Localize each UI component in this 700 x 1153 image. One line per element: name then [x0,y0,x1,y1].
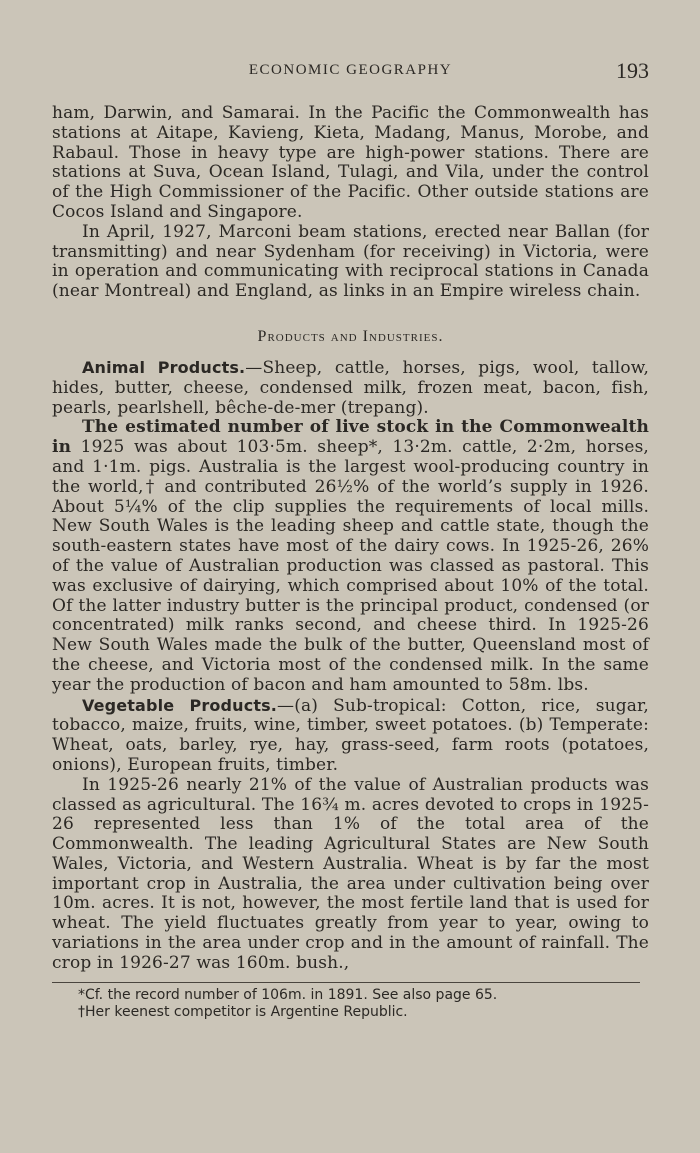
paragraph-agriculture: In 1925-26 nearly 21% of the value of Australian products was classed as agricultural. The 16¾ m. acres devoted to crops in 1925-26 represented less than 1% of the total area of the Commonwealth. The leading Agricultural States are New South Wales, Victoria, and Western Australia. Wheat is by far the most important crop in Australia, the area under cultivation being over 10m. acres. It is not, however, the most fertile land that is used for wheat. The yield fluctuates greatly from year to year, owing to variations in the area under crop and in the amount of rainfall. The crop in 1926-27 was 160m. bush., [52,774,649,973]
run-in-heading-animal: Animal Products. [82,357,246,377]
section-gap [52,302,649,328]
running-head [52,58,649,84]
animal-products-list: —Sheep, cattle, horses, pigs, wool, tallow, hides, butter, cheese, condensed milk, frozen meat, bacon, fish, pearls, pearlshell, bêche-de-mer (trepang). [52,357,649,418]
paragraph-wireless-stations: ham, Darwin, and Samarai. In the Pacific the Commonwealth has stations at Aitape, Kavieng, Kieta, Madang, Manus, Morobe, and Rabaul. Those in heavy type are high-power stations. There are stations at Suva, Ocean Island, Tulagi, and Vila, under the control of the High Commissioner of the Pacific. Other outside stations are Cocos Island and Singapore. [52,103,649,222]
paragraph-beam-stations: In April, 1927, Marconi beam stations, erected near Ballan (for transmitting) and near Sydenham (for receiving) in Victoria, were in operation and communicating with reciprocal stations in Canada (near Montreal) and England, as links in an Empire wireless chain. [52,221,649,302]
footnotes [52,987,649,1021]
live-stock-body: 1925 was about 103·5m. sheep*, 13·2m. cattle, 2·2m, horses, and 1·1m. pigs. Australia is the largest wool-producing country in the world,† and contributed 26½% of the world’s supply in 1926. About 5¼% of the clip supplies the requirements of local mills. New South Wales is the leading sheep and cattle state, though the south-eastern states have most of the dairy cows. In 1925-26, 26% of the value of Australian production was classed as pastoral. This was exclusive of dairying, which comprised about 10% of the total. Of the latter industry butter is the principal product, condensed (or concentrated) milk ranks second, and cheese third. In 1925-26 New South Wales made the bulk of the butter, Queensland most of the cheese, and Victoria most of the condensed milk. In the same year the production of bacon and ham amounted to 58m. lbs. [52,437,649,695]
vegetable-products-list: —(a) Sub-tropical: Cotton, rice, sugar, tobacco, maize, fruits, wine, timber, sweet potatoes. (b) Temperate: Wheat, oats, barley, rye, hay, grass-seed, farm roots (potatoes, onions), European fruits, timber. [52,695,649,775]
book-page [52,58,649,1021]
footnote-competitor: †Her keenest competitor is Argentine Republic. [78,1003,408,1020]
footnote-sheep: *Cf. the record number of 106m. in 1891. See also page 65. [78,986,498,1003]
section-heading: Products and Industries. [257,327,444,345]
paragraph-vegetable-products [52,696,649,776]
running-title: ECONOMIC GEOGRAPHY [248,62,453,78]
live-stock-lead: The estimated number of live stock in the Commonwealth in [52,417,649,458]
footnote-rule [52,982,640,983]
paragraph-animal-products [52,358,649,418]
paragraph-live-stock [52,418,649,695]
page-number: 193 [616,58,649,83]
run-in-heading-vegetable: Vegetable Products. [82,695,278,715]
